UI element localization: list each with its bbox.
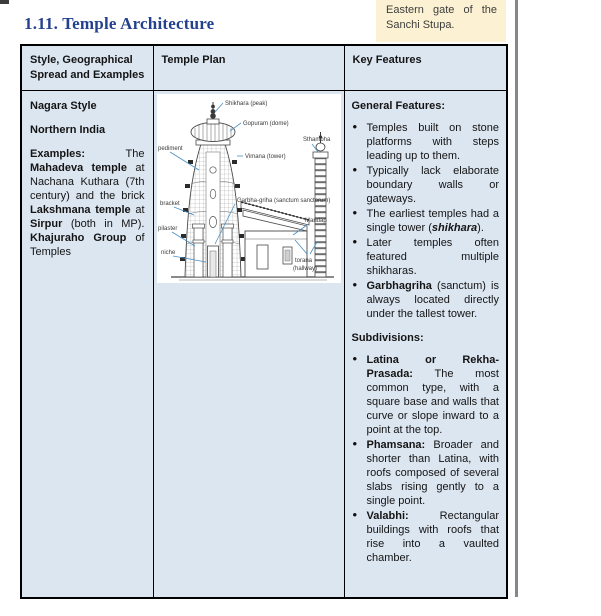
bullet-item: • The earliest temples had a single tower (shikhara). — [352, 207, 500, 235]
label-garbha-griha: Garbha-griha (sanctum sanctorum) — [236, 198, 330, 204]
table-header-row — [21, 45, 507, 91]
label-gopuram: Gopuram (dome) — [242, 121, 289, 127]
general-features-heading: General Features: — [351, 100, 446, 112]
label-pediment: pediment — [157, 146, 183, 152]
examples-paragraph: Examples: The Mahadeva temple at Nachana Kuthara (7th century) and the brick Lakshmana temple at Sirpur (both in MP). Khajuraho Group of Temples — [30, 148, 145, 258]
shikhara-finial-shape — [210, 102, 215, 119]
temple-diagram — [157, 94, 341, 283]
label-bracket: bracket — [159, 201, 180, 207]
nagara-style-label: Nagara Style — [30, 100, 97, 112]
cell-temple-plan — [153, 91, 344, 598]
subdivisions-heading: Subdivisions: — [351, 332, 424, 344]
bullet-item: • Phamsana: Broader and shorter than Latina, with roofs composed of several slabs rising gently to a single point. — [352, 438, 500, 508]
temple-architecture-table — [20, 44, 508, 599]
label-sthambha: Sthambha — [302, 137, 330, 143]
label-niche: niche — [160, 250, 175, 256]
label-vimana: Vimana (tower) — [244, 154, 286, 160]
header-key-features: Key Features — [344, 45, 507, 91]
label-torana-2: (hallway) — [292, 266, 317, 272]
bullet-item: • Typically lack elaborate boundary walls or gateways. — [352, 164, 500, 206]
bullet-item: • Garbhagriha (sanctum) is always located directly under the tallest tower. — [352, 279, 500, 321]
header-style-spread-examples: Style, Geographical Spread and Examples — [21, 45, 153, 91]
bullet-item: • Valabhi: Rectangular buildings with roofs that rise into a vaulted chamber. — [352, 509, 500, 565]
label-pilaster: pilaster — [157, 226, 177, 232]
sthambha-pillar-shape — [313, 132, 328, 277]
cell-style-spread-examples — [21, 91, 153, 598]
subdivisions-list — [352, 353, 500, 565]
page-corner-artifact — [0, 0, 9, 4]
header-temple-plan: Temple Plan — [153, 45, 344, 91]
region-label: Northern India — [30, 124, 106, 136]
bullet-item: • Temples built on stone platforms with steps leading up to them. — [352, 121, 500, 163]
label-mandap: Mandap — [304, 218, 327, 224]
page-edge-divider — [515, 0, 518, 597]
temple-plan-image — [157, 94, 341, 283]
caption-note-box — [376, 0, 506, 42]
label-torana-1: torana — [294, 258, 312, 264]
cell-key-features — [344, 91, 507, 598]
bullet-item: • Later temples often featured multiple shikharas. — [352, 236, 500, 278]
gopuram-dome-shape — [191, 119, 235, 145]
page-title: 1.11. Temple Architecture — [24, 14, 215, 33]
table-body-row-nagara — [21, 91, 507, 598]
bullet-item: • Latina or Rekha-Prasada: The most common type, with a square base and walls that curve or slope inward to a point at the top. — [352, 353, 500, 437]
caption-note-text: Eastern gate of the Sanchi Stupa. — [386, 4, 497, 31]
general-features-list — [352, 121, 500, 321]
label-shikhara: Shikhara (peak) — [224, 101, 267, 107]
